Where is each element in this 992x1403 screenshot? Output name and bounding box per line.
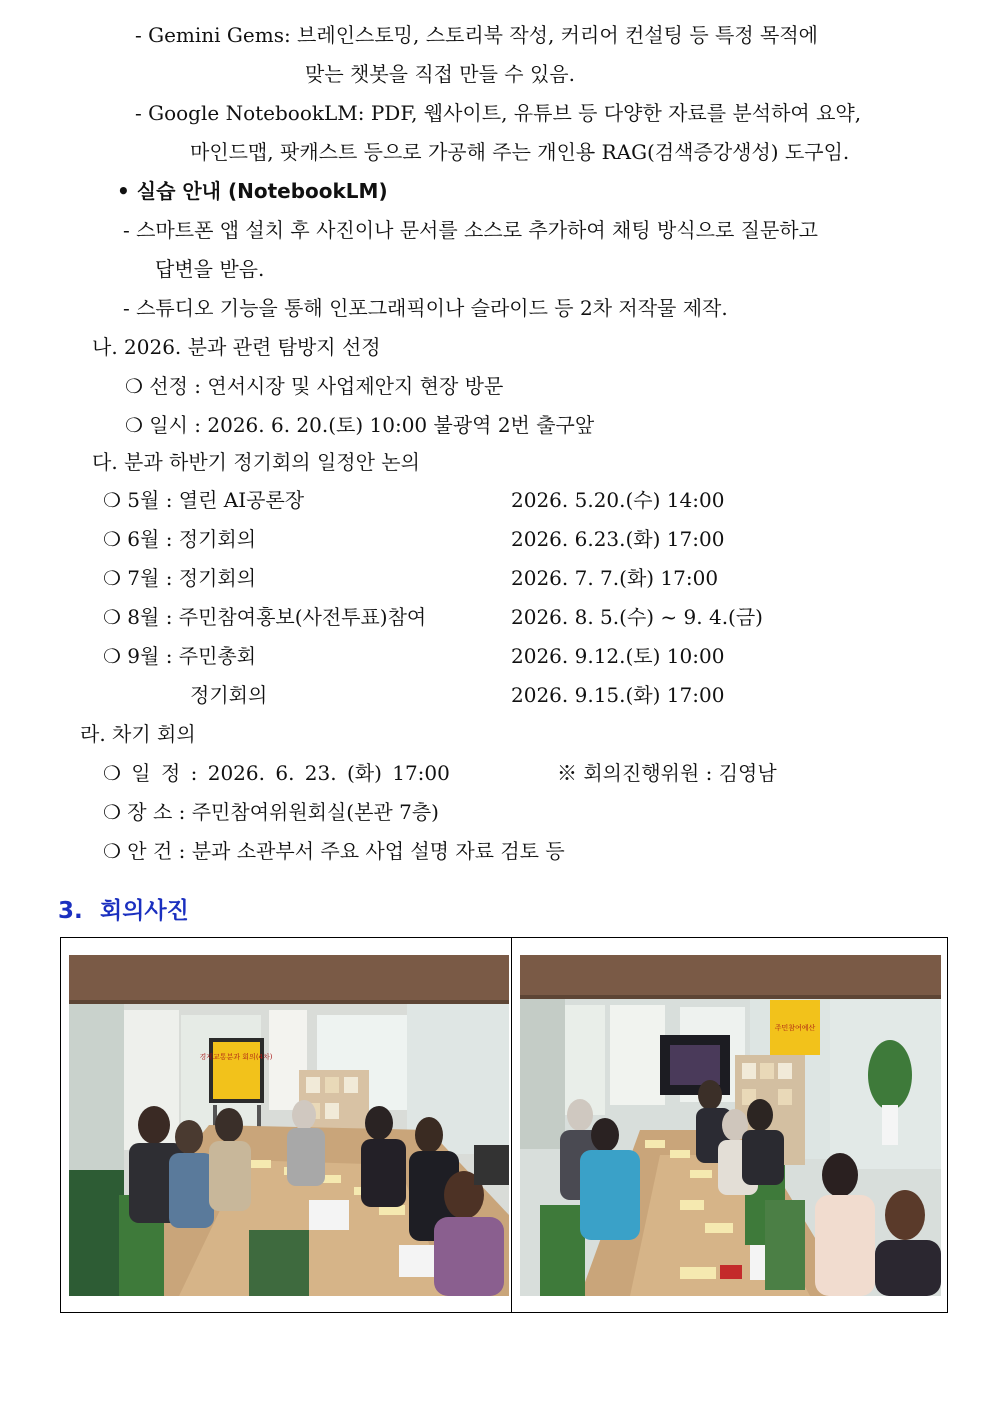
schedule-label: ❍ 7월 : 정기회의	[103, 566, 257, 590]
schedule-row	[103, 643, 743, 669]
section-da-title: 다. 분과 하반기 정기회의 일정안 논의	[92, 450, 420, 474]
schedule-date: 2026. 9.15.(화) 17:00	[511, 683, 725, 707]
next-meeting-date: ❍ 일 정 : 2026. 6. 23. (화) 17:00	[103, 761, 450, 785]
schedule-date: 2026. 7. 7.(화) 17:00	[511, 566, 719, 590]
schedule-label: ❍ 8월 : 주민참여홍보(사전투표)참여	[103, 605, 427, 629]
schedule-date: 2026. 8. 5.(수) ~ 9. 4.(금)	[511, 605, 763, 629]
schedule-row	[103, 682, 743, 708]
section-na-title: 나. 2026. 분과 관련 탐방지 선정	[92, 335, 381, 359]
schedule-label: ❍ 9월 : 주민총회	[103, 644, 257, 668]
meeting-facilitator: ※ 회의진행위원 : 김영남	[557, 761, 777, 785]
notebook-line-1: - Google NotebookLM: PDF, 웹사이트, 유튜브 등 다양한 자료를 분석하여 요약,	[135, 101, 862, 125]
schedule-row	[103, 487, 743, 513]
schedule-row	[103, 565, 743, 591]
schedule-label: ❍ 6월 : 정기회의	[103, 527, 257, 551]
photos-heading	[58, 892, 189, 925]
next-meeting-place: ❍ 장 소 : 주민참여위원회실(본관 7층)	[103, 800, 439, 824]
notebook-line-2: 마인드맵, 팟캐스트 등으로 가공해 주는 개인용 RAG(검색증강생성) 도구임.	[190, 140, 850, 164]
schedule-label: ❍ 5월 : 열린 AI공론장	[103, 488, 305, 512]
practice-item-1-line-2: 답변을 받음.	[155, 257, 265, 281]
schedule-label: 정기회의	[190, 683, 268, 707]
meeting-photo-2	[520, 955, 941, 1296]
gems-line-2: 맞는 챗봇을 직접 만들 수 있음.	[305, 62, 575, 86]
section-ra-title: 라. 차기 회의	[80, 722, 196, 746]
meeting-photo-1	[69, 955, 509, 1296]
schedule-date: 2026. 5.20.(수) 14:00	[511, 488, 725, 512]
gems-line-1: - Gemini Gems: 브레인스토밍, 스토리북 작성, 커리어 컨설팅 등 특정 목적에	[135, 23, 818, 47]
schedule-date: 2026. 9.12.(토) 10:00	[511, 644, 725, 668]
banner-text-1: 경제교통분과 회의(4차)	[199, 1053, 273, 1061]
banner-text-2: 주민참여예산	[774, 1024, 816, 1032]
schedule-row	[103, 526, 743, 552]
section-na-date: ❍ 일시 : 2026. 6. 20.(토) 10:00 불광역 2번 출구앞	[125, 413, 595, 437]
schedule-date: 2026. 6.23.(화) 17:00	[511, 527, 725, 551]
photo-table	[60, 937, 948, 1313]
photos-heading-title: 회의사진	[100, 898, 189, 924]
schedule-row	[103, 604, 763, 630]
next-meeting-agenda: ❍ 안 건 : 분과 소관부서 주요 사업 설명 자료 검토 등	[103, 839, 565, 863]
practice-title: • 실습 안내 (NotebookLM)	[117, 179, 388, 203]
photo-table-divider	[511, 938, 512, 1312]
practice-item-1-line-1: - 스마트폰 앱 설치 후 사진이나 문서를 소스로 추가하여 채팅 방식으로 질문하고	[123, 218, 818, 242]
practice-item-2: - 스튜디오 기능을 통해 인포그래픽이나 슬라이드 등 2차 저작물 제작.	[123, 296, 728, 320]
section-na-selection: ❍ 선정 : 연서시장 및 사업제안지 현장 방문	[125, 374, 504, 398]
photos-heading-number: 3.	[58, 898, 83, 924]
